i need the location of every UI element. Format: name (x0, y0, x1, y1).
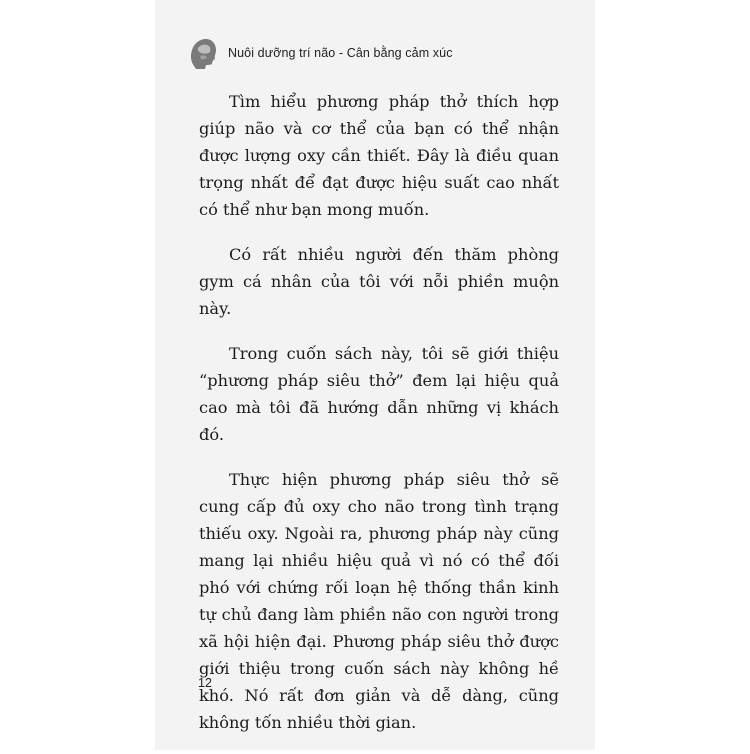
body-text (199, 88, 559, 754)
head-silhouette-icon (188, 36, 218, 70)
paragraph: Có rất nhiều người đến thăm phòng gym cá nhân của tôi với nỗi phiền muộn này. (199, 245, 559, 318)
paragraph: Thực hiện phương pháp siêu thở sẽ cung cấp đủ oxy cho não trong tình trạng thiếu oxy. Ngoài ra, phương pháp này cũng mang lại nhiều hiệu quả vì nó có thể đối phó với chứng rối loạn hệ thống thần kinh tự chủ đang làm phiền não con người trong xã hội hiện đại. Phương pháp siêu thở được giới thiệu trong cuốn sách này không hề khó. Nó rất đơn giản và dễ dàng, cũng không tốn nhiều thời gian. (199, 470, 559, 732)
page-number: 12 (198, 676, 212, 690)
paragraph: Tìm hiểu phương pháp thở thích hợp giúp não và cơ thể của bạn có thể nhận được lượng oxy cần thiết. Đây là điều quan trọng nhất để đạt được hiệu suất cao nhất có thể như bạn mong muốn. (199, 92, 559, 219)
running-header (188, 33, 453, 73)
paragraph: Trong cuốn sách này, tôi sẽ giới thiệu “phương pháp siêu thở” đem lại hiệu quả cao mà tôi đã hướng dẫn những vị khách đó. (199, 344, 559, 444)
header-title: Nuôi dưỡng trí não - Cân bằng cảm xúc (228, 46, 453, 60)
